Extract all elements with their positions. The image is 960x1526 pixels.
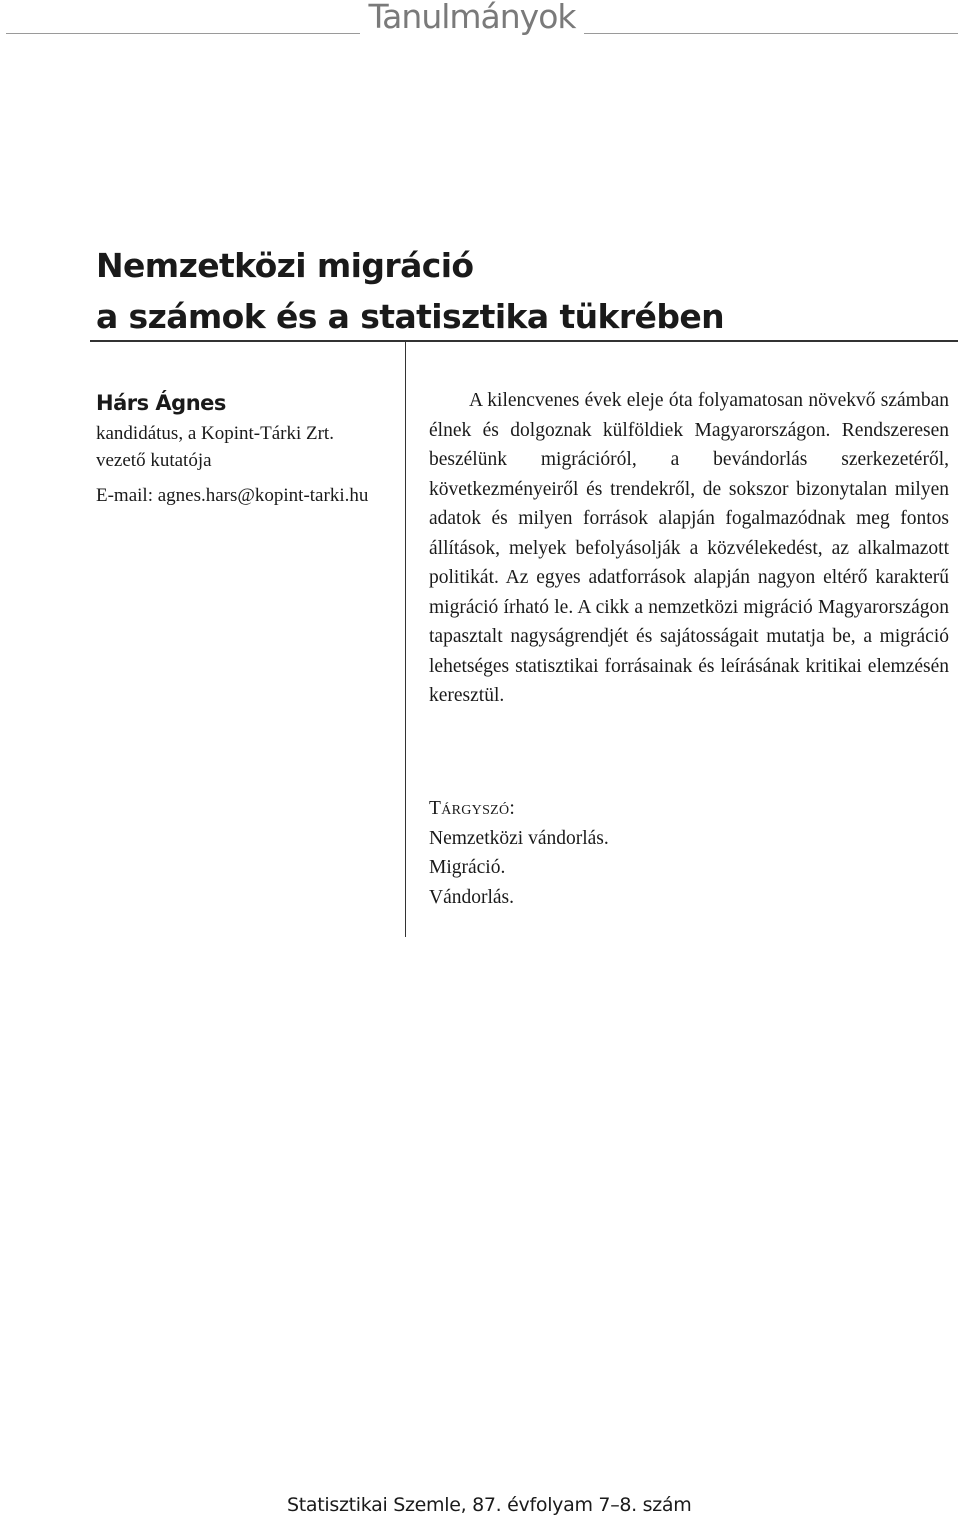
header-rule-right [584, 33, 958, 34]
keyword-item: Nemzetközi vándorlás. [429, 827, 609, 849]
article-title-line-2: a számok és a statisztika tükrében [96, 297, 725, 336]
keyword-item: Migráció. [429, 857, 506, 878]
keyword-item: Vándorlás. [429, 886, 515, 908]
title-rule [90, 340, 958, 342]
journal-footer: Statisztikai Szemle, 87. évfolyam 7–8. szám [287, 1494, 692, 1516]
running-header [0, 0, 960, 40]
section-label: Tanulmányok [368, 0, 576, 36]
article-title-line-1: Nemzetközi migráció [96, 246, 474, 285]
author-block [96, 386, 396, 509]
column-divider [405, 341, 406, 937]
author-position-line-2: vezető kutatója [96, 450, 212, 471]
keywords-block [429, 794, 929, 912]
abstract-text: A kilencvenes évek eleje óta folyamatosan növekvő számban élnek és dolgoznak külföldiek Magyarországon. Rendszeresen beszélünk migrációról, a bevándorlás szerkezetéről, következményeiről és trendekről, de sokszor bizonytalan milyen adatok és milyen források alapján fogalmazódnak meg fontos állítások, melyek befolyásolják a közvélekedést, az alkalmazott politikát. Az egyes adatforrások alapján nagyon eltérő karakterű migráció írható le. A cikk a nemzetközi migráció Magyarországon tapasztalt nagyságrendjét és sajátosságait mutatja be, a migráció lehetséges statisztikai forrásainak és leírásának kritikai elemzésén keresztül. [429, 390, 949, 706]
author-position-line-1: kandidátus, a Kopint-Tárki Zrt. [96, 423, 334, 444]
author-name: Hárs Ágnes [96, 391, 226, 415]
author-email: E-mail: agnes.hars@kopint-tarki.hu [96, 485, 369, 506]
article-title [96, 240, 946, 342]
keywords-label: Tárgyszó: [429, 798, 516, 819]
header-rule-left [6, 33, 360, 34]
